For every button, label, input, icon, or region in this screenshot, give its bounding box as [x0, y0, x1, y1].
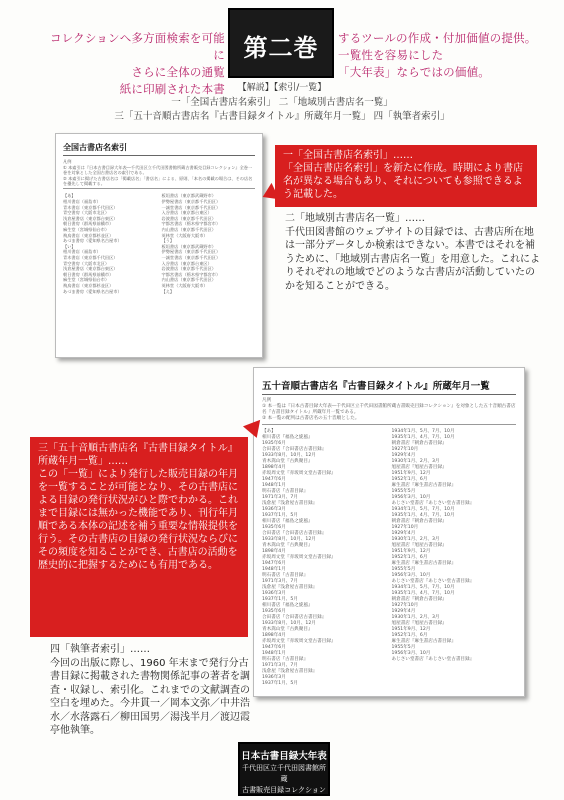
section-body: 今回の出版に際し、1960 年末まで発行分古書目録に掲載された書物関係記事の著者を調査・収録し、索引化。これまでの文献調査の空白を埋めた。今井貫一／岡本文弥／中井浩水／水落露石／柳田国男／湯浅半月／渡辺霞亭他執筆。 [50, 657, 250, 736]
doc1-section-label: 【え】 [161, 288, 175, 294]
doc2-entries: 1934年1月、5月、7月、10月 1935年1月、4月、7月、10月 朝倉書店『朝倉古書目録』 1927年10月 1929年4月 1930年1月、2月、3月 旭屋書店『旭屋古書目録』 1951年9月、12月 1952年1月、6月 麻生書店『麻生書店古書目録』 1955年5月 1956年3月、10月 あじさい堂書店『あじさい堂古書目録』 [391, 428, 475, 506]
doc2-notes: 凡例 ① 本一覧は『日本古書目録大年表―千代田区立千代田図書館所蔵古書販売目録コレクション』を対象とした五十音順古書店名『古書目録タイトル』所蔵年月一覧である。 ② 本一覧の配列は古書店名の五十音順とした。 [262, 398, 516, 421]
header-left-line: さらに全体の通覧 [131, 65, 225, 79]
footer-line: 千代田区立千代田図書館所蔵 [242, 764, 326, 783]
author-index-text [50, 643, 250, 738]
divider [63, 188, 255, 189]
callout-name-index [275, 145, 537, 207]
callout-title: 三「五十音順古書店名『古書目録タイトル』所蔵年月一覧」…… [38, 443, 238, 467]
doc1-section-label: 【あ】 [63, 193, 76, 199]
header-left-line: コレクションへ多方面検索を可能に [49, 31, 225, 62]
doc2-columns [262, 429, 516, 687]
index-page-image [55, 133, 263, 358]
footer-line: 日本古書目録大年表 [241, 751, 327, 762]
doc2-column-left [262, 429, 387, 687]
doc1-columns [63, 193, 255, 294]
doc2-entries: 1934年1月、5月、7月、10月 1935年1月、4月、7月、10月 朝倉書店『朝倉古書目録』 1927年10月 1929年4月 1930年1月、2月、3月 旭屋書店『旭屋古書目録』 1951年9月、12月 1952年1月、6月 麻生書店『麻生書店古書目録』 1955年5月 1956年3月、10月 あじさい堂書店『あじさい堂古書目録』 [391, 584, 475, 662]
doc1-column-left [63, 193, 157, 294]
doc1-entries: 相川書店（福島市） 青木書店（東京都千代田区） 青空書房（大阪市北区） 浅倉屋書店（東京都台東区） 朝日書房（群馬県前橋市） 麻生堂（宮城県仙台市） 飛鳥書店（東京都杉並区） あづま書房（愛知県名古屋市） [63, 199, 122, 244]
callout-body: 「全国古書店名索引」を新たに作成。時期により書店名が異なる場合もあり、それについても参照できるよう記載した。 [283, 163, 523, 200]
catalog-list-page-image [253, 367, 525, 697]
callout-body: この「一覧」により発行した販売目録の年月を一覧することが可能となり、その古書店による目録の発行状況がひと際でわかる。これまで目録には無かった機能であり、刊行年月順である本体の記述を補う重要な情報提供を行う。その古書店の目録の発行状況ならびにその頻度を知ることができ、古書店の活動を歴史的に把握するためにも有用である。 [38, 469, 238, 571]
doc1-column-right [162, 193, 256, 294]
doc2-entries: 相川書店『福島之旋風』 1935年6月 合田書店『合田書店古書目録』 1933年8月、10月、12月 青木嵩山堂『古典聚目』 1898年4月 赤坂周文堂『赤坂周文堂古書目録』 1947年6月 1948年1月 明石書店『古書目録』 1971年3月、7月 浅倉屋『浅倉屋古書目録』 1936年3月 1937年1月、5月 [262, 518, 336, 602]
doc1-title: 全国古書店名索引 [63, 142, 255, 156]
index-line: 三「五十音順古書店名『古書目録タイトル』所蔵年月一覧」 四「執筆者索引」 [114, 111, 450, 122]
header-right-text [338, 30, 538, 81]
header-right-line: 「大年表」ならではの価値。 [338, 65, 490, 79]
volume-title-box [228, 8, 334, 78]
divider [262, 424, 516, 425]
doc1-section-label: 【う】 [161, 238, 175, 244]
doc2-entries: 相川書店『福島之旋風』 1935年6月 合田書店『合田書店古書目録』 1933年8月、10月、12月 青木嵩山堂『古典聚目』 1898年4月 赤坂周文堂『赤坂周文堂古書目録』 1947年6月 1948年1月 明石書店『古書目録』 1971年3月、7月 浅倉屋『浅倉屋古書目録』 1936年3月 1937年1月、5月 [262, 434, 336, 518]
regional-list-text [285, 212, 540, 293]
doc1-notes: 凡例 ① 本索引は『日本古書目録大年表―千代田区立千代田図書館所蔵古書販売目録コレクション』全巻一巻を対象とした全国古書店名の索引である。 ② 本索引に掲げた古書店名は「掲載店名」「書店名」による、原則、「本名の掲載の場合は、その店名を優先して掲載する。 [63, 159, 253, 187]
footer-seal [238, 742, 330, 796]
index-heading: 【解説】【索引/一覧】 [237, 83, 327, 93]
doc1-entries: 相川書店（福島市） 青木書店（東京都千代田区） 青空書房（大阪市北区） 浅倉屋書店（東京都台東区） 朝日書房（群馬県前橋市） 麻生堂（宮城県仙台市） 飛鳥書店（東京都杉並区） あづま書房（愛知県名古屋市） [63, 249, 122, 294]
doc1-section-label: 【い】 [63, 243, 76, 249]
doc2-column-right [392, 429, 517, 687]
section-title: 二「地域別古書店名一覧」…… [285, 213, 425, 224]
doc1-entries: 板垣書店（東京都武蔵野市） 伊勢屋書店（東京都千代田区） 一誠堂書店（東京都千代田区） 入谷書店（東京都台東区） 岩波書店（東京都千代田区） 宇都宮書店（栃木県宇都宮市） 内山書店（東京都千代田区） 英林堂（大阪府大阪市） [161, 193, 221, 238]
doc1-entries: 板垣書店（東京都武蔵野市） 伊勢屋書店（東京都千代田区） 一誠堂書店（東京都千代田区） 入谷書店（東京都台東区） 岩波書店（東京都千代田区） 宇都宮書店（栃木県宇都宮市） 内山書店（東京都千代田区） 英林堂（大阪府大阪市） [161, 243, 221, 288]
doc2-section-label: 【あ】 [262, 428, 276, 434]
footer-line: 古書販売目録コレクション [242, 786, 326, 794]
volume-title: 第二巻 [243, 33, 319, 62]
doc2-entries: 相川書店『福島之旋風』 1935年6月 合田書店『合田書店古書目録』 1933年8月、10月、12月 青木嵩山堂『古典聚目』 1898年4月 赤坂周文堂『赤坂周文堂古書目録』 1947年6月 1948年1月 明石書店『古書目録』 1971年3月、7月 浅倉屋『浅倉屋古書目録』 1936年3月 1937年1月、5月 [262, 602, 336, 686]
callout-catalog-list [30, 437, 248, 637]
header-left-line: 紙に印刷された本書 [119, 82, 225, 96]
doc2-title: 五十音順古書店名『古書目録タイトル』所蔵年月一覧 [262, 378, 516, 395]
callout-title: 一「全国古書店名索引」…… [283, 150, 413, 161]
header-right-line: 一覧性を容易にした [338, 48, 444, 62]
section-title: 四「執筆者索引」…… [50, 644, 150, 655]
doc2-entries: 1934年1月、5月、7月、10月 1935年1月、4月、7月、10月 朝倉書店『朝倉古書目録』 1927年10月 1929年4月 1930年1月、2月、3月 旭屋書店『旭屋古書目録』 1951年9月、12月 1952年1月、6月 麻生書店『麻生書店古書目録』 1955年5月 1956年3月、10月 あじさい堂書店『あじさい堂古書目録』 [391, 506, 475, 584]
header-right-line: するツールの作成・付加価値の提供。 [338, 31, 537, 45]
index-line: 一「全国古書店名索引」 二「地域別古書店名一覧」 [171, 97, 393, 108]
section-body: 千代田図書館のウェブサイトの目録では、古書店所在地は一部分データしか検索はできない。本書ではそれを補うために、「地域別古書店名一覧」を用意した。これによりそれぞれの地域でどのような古書店が活動していたのかを知ることができる。 [285, 226, 540, 292]
